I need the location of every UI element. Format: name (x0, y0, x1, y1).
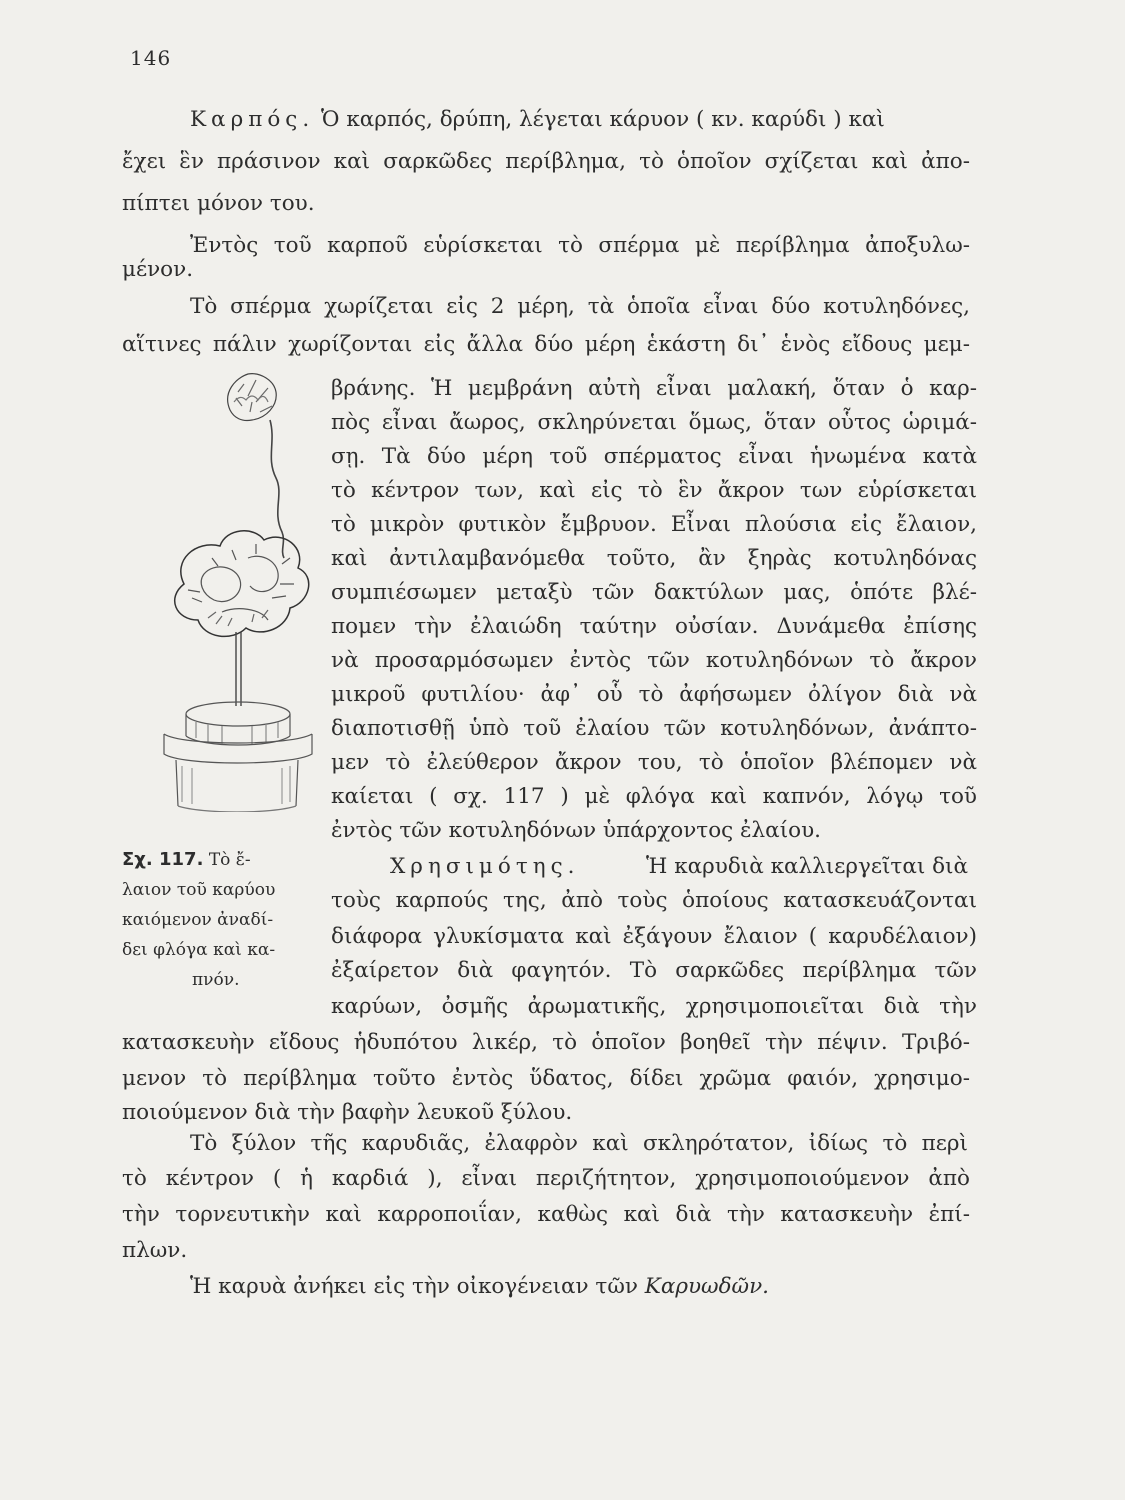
text-line: ἔχει ἓν πράσινον καὶ σαρκῶδες περίβλημα, τὸ ὁποῖον σχίζεται καὶ ἀπο- (122, 149, 970, 174)
text-line: Καρπός. Ὁ καρπός, δρύπη, λέγεται κάρυον ( κν. καρύδι ) καὶ (190, 107, 885, 132)
walnut-burning-illustration (152, 362, 320, 812)
text-line: πομεν τὴν ἐλαιώδη ταύτην οὐσίαν. Δυνάμεθα ἐπίσης (331, 614, 977, 639)
text-line: διαποτισθῇ ὑπὸ τοῦ ἐλαίου τῶν κοτυληδόνων, ἀνάπτο- (331, 716, 977, 741)
text-line: τὸ κέντρον των, καὶ εἰς τὸ ἓν ἄκρον των εὑρίσκεται (331, 478, 977, 503)
text-line: διάφορα γλυκίσματα καὶ ἐξάγουν ἔλαιον ( καρυδέλαιον) (331, 924, 977, 949)
text-line: τὴν τορνευτικὴν καὶ καρροποιΐαν, καθὼς καὶ διὰ τὴν κατασκευὴν ἐπί- (122, 1202, 970, 1227)
text-line: συμπιέσωμεν μεταξὺ τῶν δακτύλων μας, ὁπότε βλέ- (331, 580, 977, 605)
text-line: ἐντὸς τῶν κοτυληδόνων ὑπάρχοντος ἐλαίου. (331, 818, 821, 843)
section-heading-karpos: Καρπός. (190, 107, 315, 132)
section-heading-usage: Χρησιμότης. (390, 854, 580, 879)
text-line: πὸς εἶναι ἄωρος, σκληρύνεται ὅμως, ὅταν οὗτος ὡριμά- (331, 410, 977, 435)
text-line: αἵτινες πάλιν χωρίζονται εἰς ἄλλα δύο μέρη ἑκάστη δι᾽ ἑνὸς εἴδους μεμ- (122, 332, 970, 357)
text-line: καρύων, ὀσμῆς ἀρωματικῆς, χρησιμοποιεῖται διὰ τὴν (331, 994, 977, 1019)
text-line: ποιούμενον διὰ τὴν βαφὴν λευκοῦ ξύλου. (122, 1100, 573, 1125)
figure-caption-line: λαιον τοῦ καρύου (122, 880, 276, 900)
text-line: Ἡ καρυὰ ἀνήκει εἰς τὴν οἰκογένειαν τῶν Καρυωδῶν. (190, 1274, 769, 1299)
text-line: μένον. (122, 257, 194, 282)
text-line: καίεται ( σχ. 117 ) μὲ φλόγα καὶ καπνόν, λόγῳ τοῦ (331, 784, 977, 809)
text-line: κατασκευὴν εἴδους ἡδυπότου λικέρ, τὸ ὁποῖον βοηθεῖ τὴν πέψιν. Τριβό- (122, 1030, 970, 1055)
family-name: Καρυωδῶν. (644, 1274, 769, 1299)
text-line: μενον τὸ περίβλημα τοῦτο ἐντὸς ὕδατος, δίδει χρῶμα φαιόν, χρησιμο- (122, 1066, 970, 1091)
text-line: τὸ μικρὸν φυτικὸν ἔμβρυον. Εἶναι πλούσια εἰς ἔλαιον, (331, 512, 977, 537)
text-line: Χρησιμότης. Ἡ καρυδιὰ καλλιεργεῖται διὰ (390, 852, 968, 882)
text-line: καὶ ἀντιλαμβανόμεθα τοῦτο, ἂν ξηρὰς κοτυληδόνας (331, 546, 977, 571)
text-line: βράνης. Ἡ μεμβράνη αὐτὴ εἶναι μαλακή, ὅταν ὁ καρ- (331, 376, 977, 401)
text-line: μικροῦ φυτιλίου· ἀφ᾽ οὗ τὸ ἀφήσωμεν ὀλίγον διὰ νὰ (331, 682, 977, 707)
text-line: πλων. (122, 1238, 188, 1263)
figure-caption-line: καιόμενον ἀναδί- (122, 910, 274, 930)
text-line: μεν τὸ ἐλεύθερον ἄκρον του, τὸ ὁποῖον βλέπομεν νὰ (331, 750, 977, 775)
figure-caption-line: δει φλόγα καὶ κα- (122, 940, 276, 960)
text-line: Ἐντὸς τοῦ καρποῦ εὑρίσκεται τὸ σπέρμα μὲ περίβλημα ἀποξυλω- (190, 233, 970, 258)
text-line: τοὺς καρπούς της, ἀπὸ τοὺς ὁποίους κατασκευάζονται (331, 888, 977, 913)
text-line: ἐξαίρετον διὰ φαγητόν. Τὸ σαρκῶδες περίβλημα τῶν (331, 958, 977, 983)
text-line: τὸ κέντρον ( ἡ καρδιά ), εἶναι περιζήτητον, χρησιμοποιούμενον ἀπὸ (122, 1166, 970, 1191)
text-line: σῃ. Τὰ δύο μέρη τοῦ σπέρματος εἶναι ἡνωμένα κατὰ (331, 444, 977, 469)
figure-caption-line: πνόν. (192, 970, 240, 990)
text-line: Τὸ ξύλον τῆς καρυδιᾶς, ἐλαφρὸν καὶ σκληρότατον, ἰδίως τὸ περὶ (190, 1131, 968, 1156)
text-line: πίπτει μόνον του. (122, 191, 315, 216)
text-line: νὰ προσαρμόσωμεν ἐντὸς τῶν κοτυληδόνων τὸ ἄκρον (331, 648, 977, 673)
figure-caption: Σχ. 117. Τὸ ἔ- (122, 849, 251, 870)
text-line: Τὸ σπέρμα χωρίζεται εἰς 2 μέρη, τὰ ὁποῖα εἶναι δύο κοτυληδόνες, (190, 294, 970, 319)
figure-label: Σχ. 117. (122, 849, 204, 870)
page-number: 146 (130, 46, 172, 70)
